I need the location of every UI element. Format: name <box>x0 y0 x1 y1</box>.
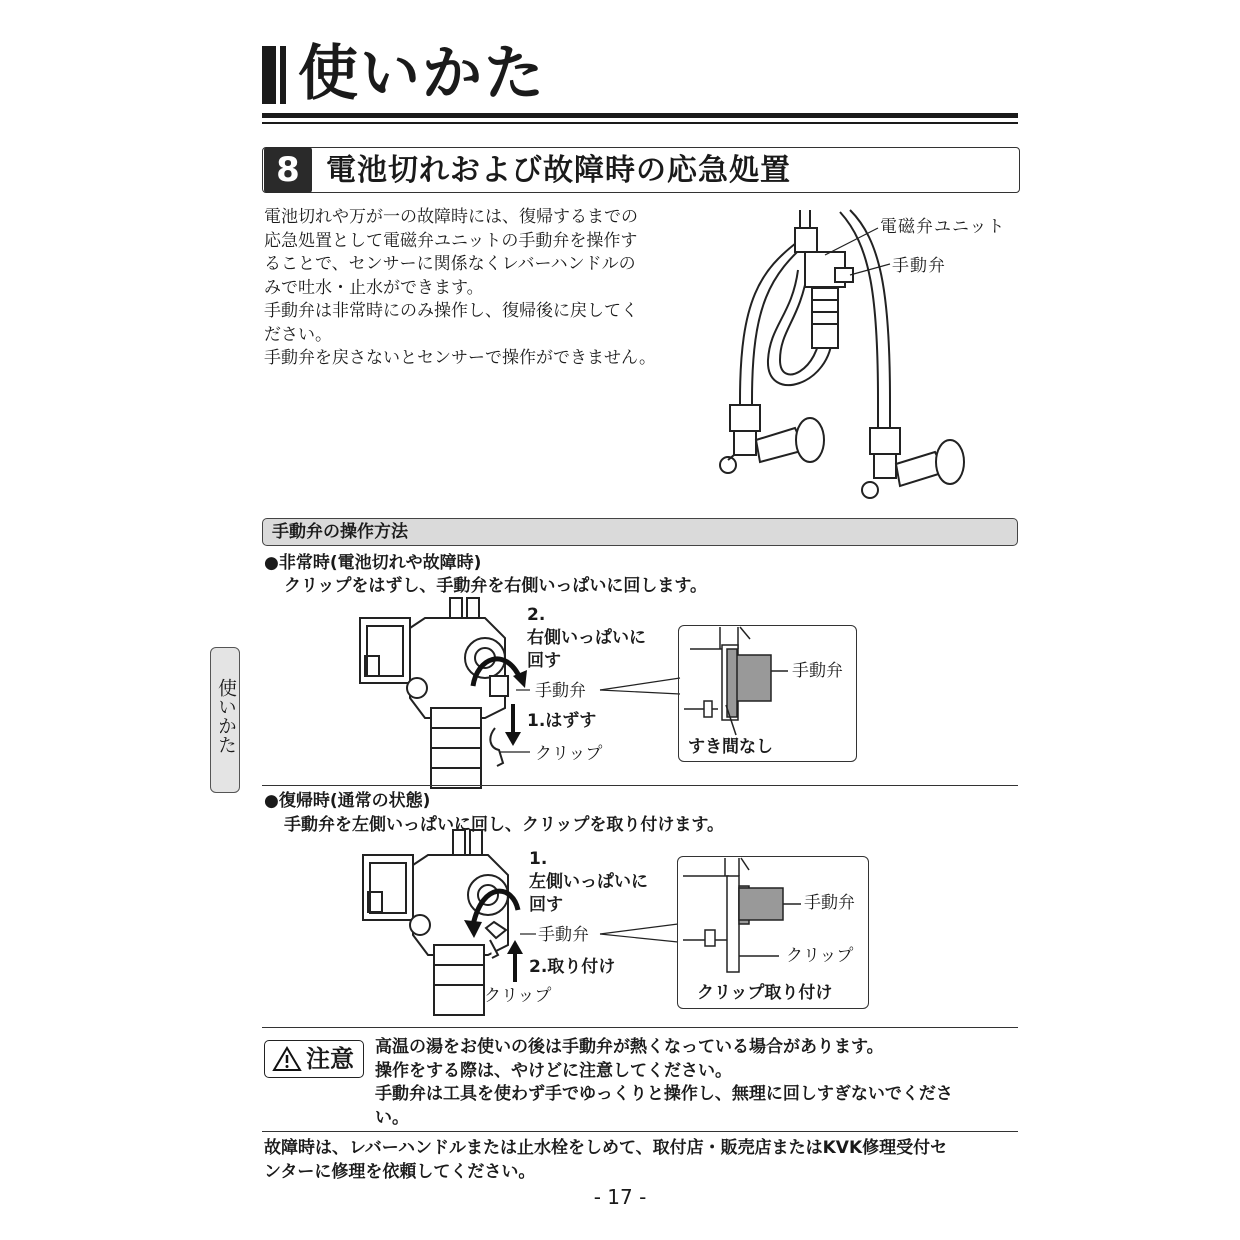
caution-label: 注意 <box>306 1045 354 1073</box>
emergency-detail-caption: すき間なし <box>688 737 773 757</box>
emergency-detail-valve: 手動弁 <box>792 661 843 681</box>
intro-line: ださい。 <box>264 324 332 345</box>
emergency-heading: ●非常時(電池切れや故障時) <box>264 553 482 573</box>
restore-label-valve: 手動弁 <box>538 925 589 945</box>
label-manual-valve: 手動弁 <box>892 256 946 276</box>
repair-note <box>264 1136 1020 1184</box>
emergency-label-clip: クリップ <box>535 744 603 764</box>
caution-line: 高温の湯をお使いの後は手動弁が熱くなっている場合があります。 <box>375 1037 884 1057</box>
repair-note-line: ンターに修理を依頼してください。 <box>264 1162 536 1182</box>
intro-line: 応急処置として電磁弁ユニットの手動弁を操作す <box>264 230 638 251</box>
header-bars <box>262 46 288 104</box>
caution-line: い。 <box>375 1107 409 1128</box>
emergency-step2-line1: 右側いっぱいに <box>527 628 646 648</box>
restore-label-clip: クリップ <box>484 986 552 1006</box>
restore-detail-clip: クリップ <box>786 946 854 966</box>
emergency-step2-line2: 回す <box>527 651 561 671</box>
warning-triangle-icon <box>272 1046 302 1072</box>
emergency-label-valve: 手動弁 <box>535 681 586 701</box>
caution-divider-bottom <box>262 1131 1018 1132</box>
page-title: 使いかた <box>298 39 546 109</box>
restore-detail-caption: クリップ取り付け <box>697 983 833 1003</box>
section-divider <box>262 785 1018 786</box>
repair-note-line: 故障時は、レバーハンドルまたは止水栓をしめて、取付店・販売店またはKVK修理受付セ <box>264 1138 948 1158</box>
plumbing-illustration <box>700 200 1020 510</box>
caution-text <box>375 1036 1015 1130</box>
restore-detail-valve: 手動弁 <box>804 893 855 913</box>
intro-text <box>264 206 704 371</box>
restore-step1-line2: 回す <box>529 895 563 915</box>
caution-line: 操作をする際は、やけどに注意してください。 <box>375 1060 732 1081</box>
intro-line: みで吐水・止水ができます。 <box>264 277 484 298</box>
restore-instruction: 手動弁を左側いっぱいに回し、クリップを取り付けます。 <box>284 815 724 835</box>
caution-divider-top <box>262 1027 1018 1028</box>
page-number: - 17 - <box>593 1185 647 1209</box>
label-solenoid-unit: 電磁弁ユニット <box>880 217 1006 237</box>
intro-line: ることで、センサーに関係なくレバーハンドルの <box>264 254 636 274</box>
emergency-step1: 1.はずす <box>527 711 597 731</box>
header-rule <box>262 113 1018 118</box>
side-tab-label: 使いかた <box>215 678 237 754</box>
caution-line: 手動弁は工具を使わず手でゆっくりと操作し、無理に回しすぎないでくださ <box>375 1084 953 1104</box>
intro-line: 手動弁を戻さないとセンサーで操作ができません。 <box>264 348 657 368</box>
intro-line: 電池切れや万が一の故障時には、復帰するまでの <box>264 207 638 227</box>
restore-step2: 2.取り付け <box>529 957 616 977</box>
subsection-title: 手動弁の操作方法 <box>272 522 408 542</box>
section-title: 電池切れおよび故障時の応急処置 <box>326 153 791 188</box>
restore-heading: ●復帰時(通常の状態) <box>264 791 431 811</box>
restore-step1-num: 1. <box>529 849 548 869</box>
section-number: 8 <box>264 147 312 193</box>
intro-line: 手動弁は非常時にのみ操作し、復帰後に戻してく <box>264 301 638 321</box>
restore-step1-line1: 左側いっぱいに <box>529 872 648 892</box>
emergency-instruction: クリップをはずし、手動弁を右側いっぱいに回します。 <box>284 576 707 596</box>
side-tab[interactable] <box>210 647 240 793</box>
header-rule-thin <box>262 122 1018 124</box>
emergency-step2-num: 2. <box>527 605 546 625</box>
